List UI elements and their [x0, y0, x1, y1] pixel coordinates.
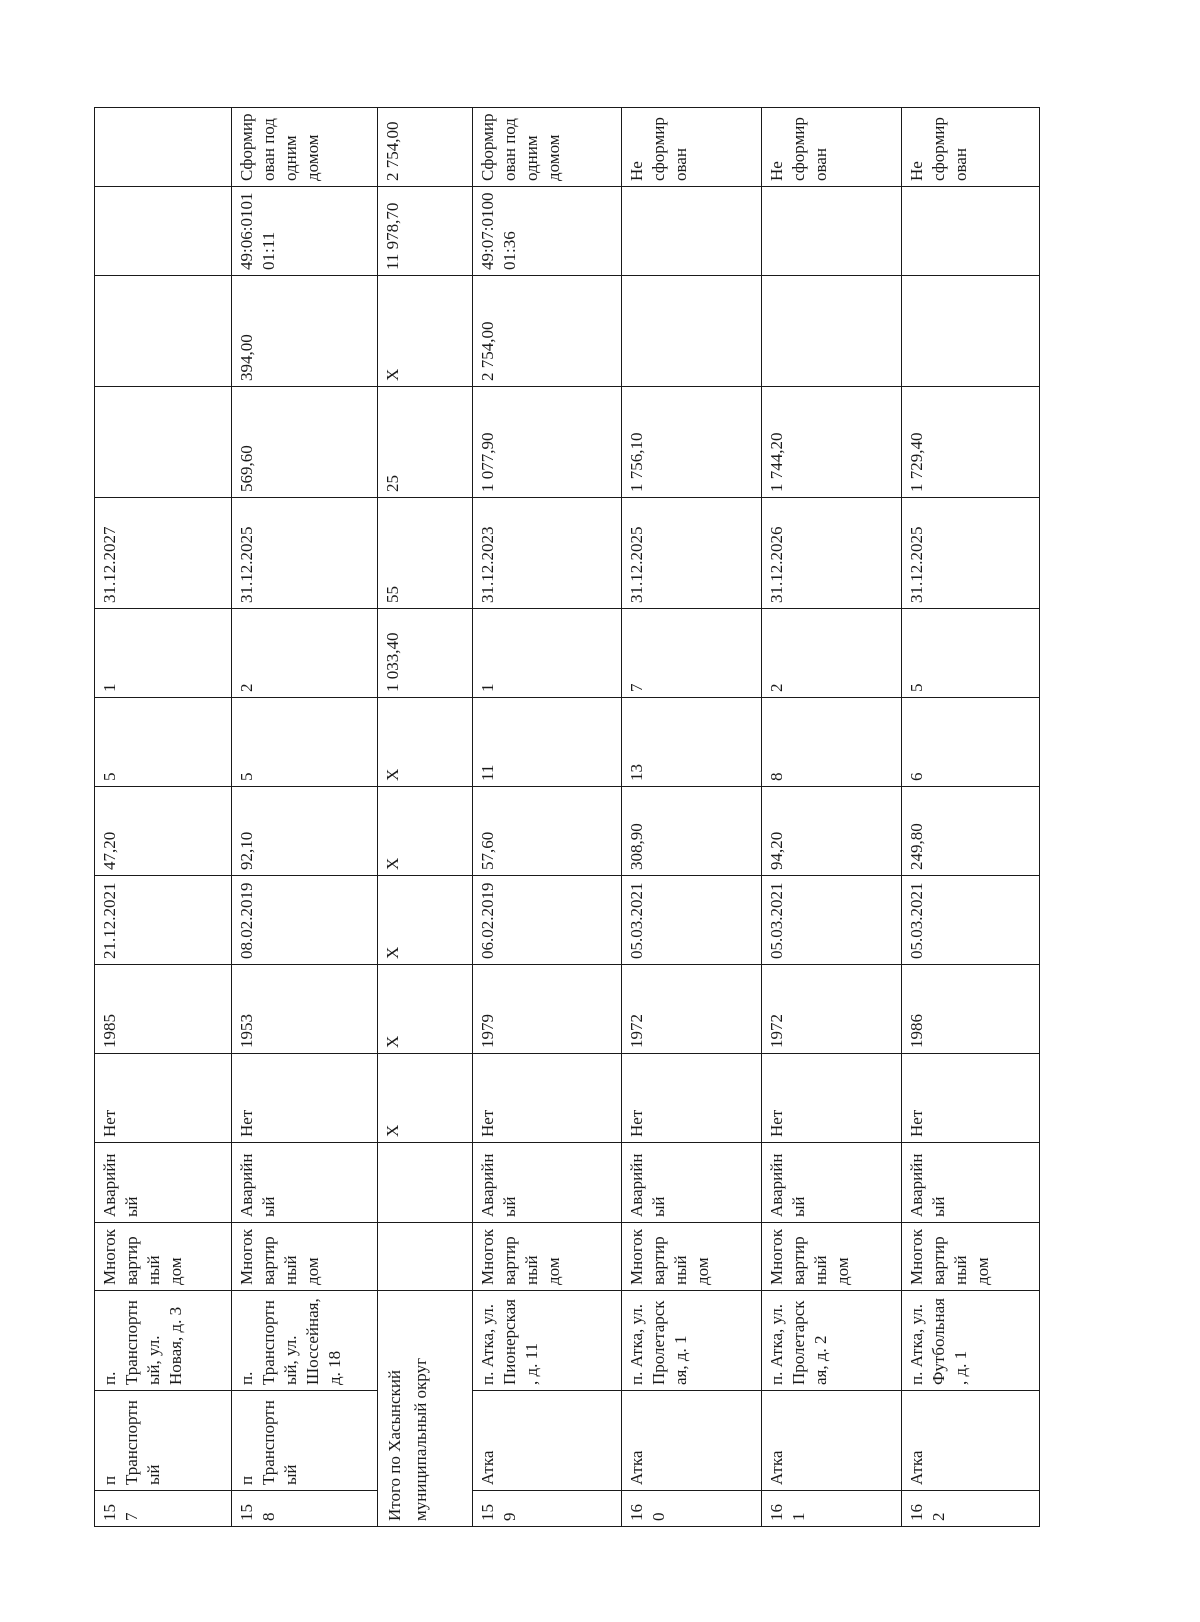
- status-cell: Аварийный: [902, 1143, 1040, 1223]
- recognized-date-cell: 21.12.2021: [95, 876, 232, 965]
- status-cell: Аварийный: [622, 1143, 762, 1223]
- status-cell: Аварийный: [762, 1143, 902, 1223]
- recognized-date-cell: 05.03.2021: [902, 876, 1040, 965]
- deadline-cell: 55: [378, 498, 473, 609]
- year-cell: 1985: [95, 965, 232, 1054]
- apartments-cell: 1: [473, 609, 622, 698]
- house-type-cell: Многоквартирный дом: [473, 1223, 622, 1291]
- land-cost-cell: 2 754,00: [473, 276, 622, 387]
- land-cost-cell: [902, 276, 1040, 387]
- recognized-date-cell: 05.03.2021: [622, 876, 762, 965]
- address-cell: п. Атка, ул. Футбольная, д. 1: [902, 1291, 1040, 1391]
- area-cell: 94,20: [762, 787, 902, 876]
- status-cell: [378, 1143, 473, 1223]
- house-type-cell: Многоквартирный дом: [232, 1223, 378, 1291]
- land-area-cell: 1 744,20: [762, 387, 902, 498]
- residents-cell: 8: [762, 698, 902, 787]
- cultural-heritage-cell: Нет: [95, 1054, 232, 1143]
- deadline-cell: 31.12.2025: [232, 498, 378, 609]
- land-cost-cell: 394,00: [232, 276, 378, 387]
- status-cell: Аварийный: [232, 1143, 378, 1223]
- deadline-cell: 31.12.2026: [762, 498, 902, 609]
- cultural-heritage-cell: Нет: [622, 1054, 762, 1143]
- deadline-cell: 31.12.2025: [902, 498, 1040, 609]
- year-cell: X: [378, 965, 473, 1054]
- land-status-cell: Сформирован под одним домом: [232, 108, 378, 187]
- house-type-cell: Многоквартирный дом: [902, 1223, 1040, 1291]
- land-area-cell: 25: [378, 387, 473, 498]
- house-type-cell: Многоквартирный дом: [762, 1223, 902, 1291]
- settlement-cell: Атка: [473, 1391, 622, 1491]
- house-type-cell: Многоквартирный дом: [95, 1223, 232, 1291]
- area-cell: 308,90: [622, 787, 762, 876]
- deadline-cell: 31.12.2023: [473, 498, 622, 609]
- cadastral-cell: [622, 187, 762, 276]
- land-area-cell: 569,60: [232, 387, 378, 498]
- table-row: [762, 108, 902, 1527]
- row-number: 159: [473, 1491, 622, 1527]
- apartments-cell: 7: [622, 609, 762, 698]
- recognized-date-cell: 06.02.2019: [473, 876, 622, 965]
- house-type-cell: [378, 1223, 473, 1291]
- cultural-heritage-cell: Нет: [232, 1054, 378, 1143]
- rotated-page: [94, 113, 1031, 1527]
- cadastral-cell: [762, 187, 902, 276]
- residents-cell: 6: [902, 698, 1040, 787]
- cadastral-cell: 49:07:010001:36: [473, 187, 622, 276]
- address-cell: п. Атка, ул. Пролетарская, д. 1: [622, 1291, 762, 1391]
- residents-cell: 13: [622, 698, 762, 787]
- land-status-cell: 2 754,00: [378, 108, 473, 187]
- land-status-cell: Не сформирован: [622, 108, 762, 187]
- cultural-heritage-cell: Нет: [762, 1054, 902, 1143]
- apartments-cell: 5: [902, 609, 1040, 698]
- area-cell: 92,10: [232, 787, 378, 876]
- area-cell: 249,80: [902, 787, 1040, 876]
- deadline-cell: 31.12.2027: [95, 498, 232, 609]
- settlement-cell: Атка: [622, 1391, 762, 1491]
- table-row: [902, 108, 1040, 1527]
- apartments-cell: 1: [95, 609, 232, 698]
- land-area-cell: 1 077,90: [473, 387, 622, 498]
- apartments-cell: 1 033,40: [378, 609, 473, 698]
- row-number: 162: [902, 1491, 1040, 1527]
- status-cell: Аварийный: [473, 1143, 622, 1223]
- land-status-cell: Не сформирован: [902, 108, 1040, 187]
- total-row: [378, 108, 473, 1527]
- table-row: [95, 108, 232, 1527]
- cultural-heritage-cell: Нет: [902, 1054, 1040, 1143]
- year-cell: 1953: [232, 965, 378, 1054]
- apartments-cell: 2: [762, 609, 902, 698]
- table-row: [232, 108, 378, 1527]
- recognized-date-cell: 05.03.2021: [762, 876, 902, 965]
- cultural-heritage-cell: Нет: [473, 1054, 622, 1143]
- cadastral-cell: 49:06:010101:11: [232, 187, 378, 276]
- residents-cell: 5: [232, 698, 378, 787]
- year-cell: 1972: [762, 965, 902, 1054]
- land-area-cell: [95, 387, 232, 498]
- row-number: 158: [232, 1491, 378, 1527]
- recognized-date-cell: X: [378, 876, 473, 965]
- land-status-cell: [95, 108, 232, 187]
- cadastral-cell: [902, 187, 1040, 276]
- area-cell: 47,20: [95, 787, 232, 876]
- row-number: 160: [622, 1491, 762, 1527]
- recognized-date-cell: 08.02.2019: [232, 876, 378, 965]
- total-label: Итого по Хасынский муниципальный округ: [378, 1291, 473, 1527]
- emergency-housing-table: [94, 107, 1040, 1527]
- land-area-cell: 1 756,10: [622, 387, 762, 498]
- residents-cell: 11: [473, 698, 622, 787]
- deadline-cell: 31.12.2025: [622, 498, 762, 609]
- land-cost-cell: [622, 276, 762, 387]
- area-cell: X: [378, 787, 473, 876]
- address-cell: п. Атка, ул. Пролетарская, д. 2: [762, 1291, 902, 1391]
- residents-cell: X: [378, 698, 473, 787]
- land-area-cell: 1 729,40: [902, 387, 1040, 498]
- year-cell: 1986: [902, 965, 1040, 1054]
- house-type-cell: Многоквартирный дом: [622, 1223, 762, 1291]
- land-cost-cell: [762, 276, 902, 387]
- row-number: 161: [762, 1491, 902, 1527]
- row-number: 157: [95, 1491, 232, 1527]
- land-cost-cell: X: [378, 276, 473, 387]
- apartments-cell: 2: [232, 609, 378, 698]
- address-cell: п. Транспортный, ул. Новая, д. 3: [95, 1291, 232, 1391]
- address-cell: п. Атка, ул. Пионерская, д. 11: [473, 1291, 622, 1391]
- settlement-cell: Атка: [902, 1391, 1040, 1491]
- settlement-cell: Атка: [762, 1391, 902, 1491]
- area-cell: 57,60: [473, 787, 622, 876]
- land-cost-cell: [95, 276, 232, 387]
- land-status-cell: Сформирован под одним домом: [473, 108, 622, 187]
- settlement-cell: п Транспортный: [232, 1391, 378, 1491]
- status-cell: Аварийный: [95, 1143, 232, 1223]
- table-row: [473, 108, 622, 1527]
- settlement-cell: п Транспортный: [95, 1391, 232, 1491]
- cadastral-cell: 11 978,70: [378, 187, 473, 276]
- year-cell: 1979: [473, 965, 622, 1054]
- cultural-heritage-cell: X: [378, 1054, 473, 1143]
- cadastral-cell: [95, 187, 232, 276]
- year-cell: 1972: [622, 965, 762, 1054]
- table-row: [622, 108, 762, 1527]
- address-cell: п. Транспортный, ул. Шоссейная, д. 18: [232, 1291, 378, 1391]
- land-status-cell: Не сформирован: [762, 108, 902, 187]
- residents-cell: 5: [95, 698, 232, 787]
